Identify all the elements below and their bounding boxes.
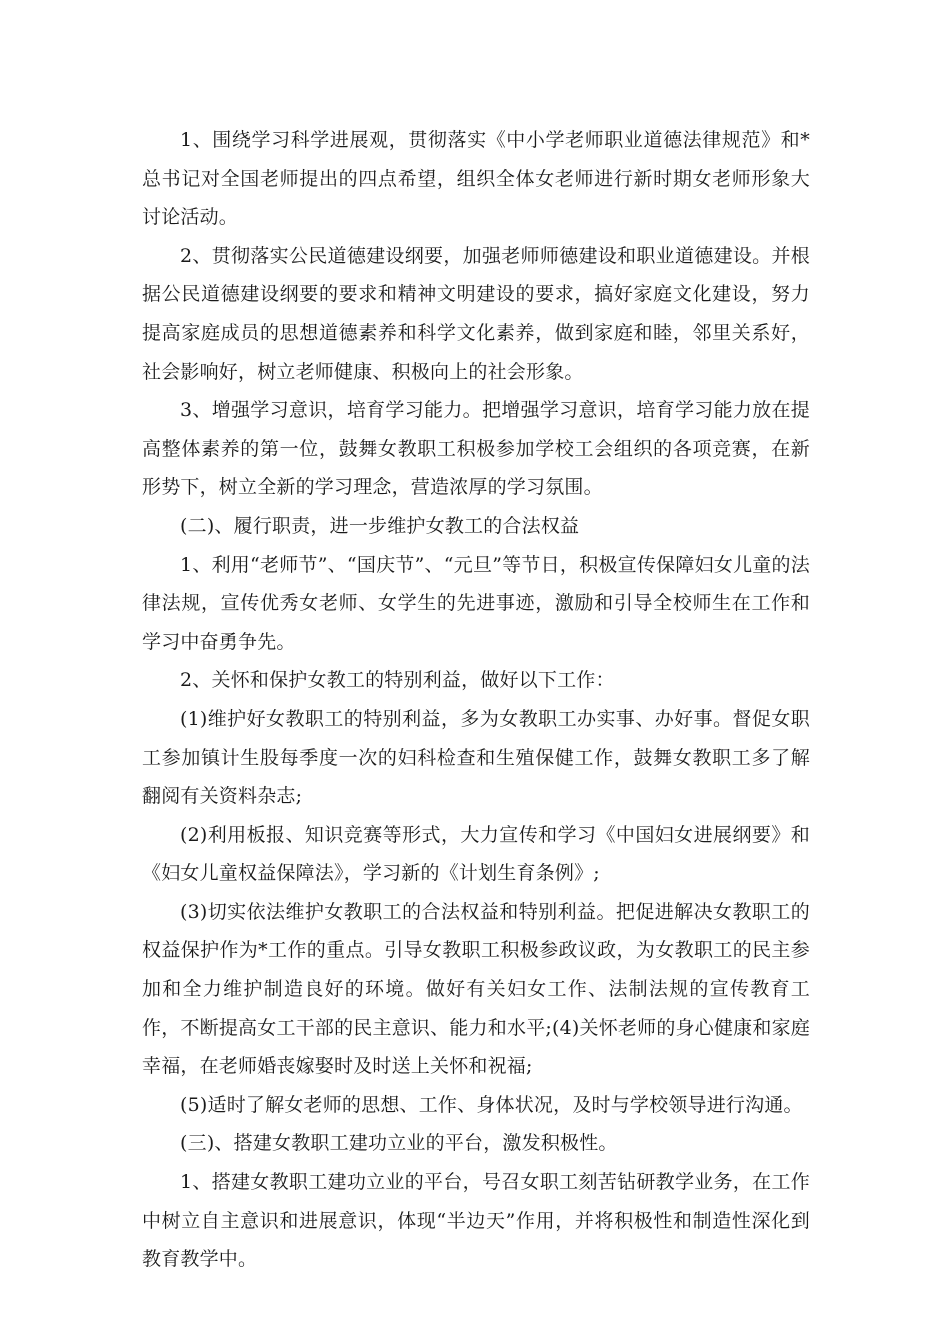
paragraph-7: (2)利用板报、知识竞赛等形式，大力宣传和学习《中国妇女进展纲要》和《妇女儿童权益保障法》，学习新的《计划生育条例》; (142, 823, 810, 885)
section-heading-3: (三)、搭建女教职工建功立业的平台，激发积极性。 (180, 1132, 618, 1155)
paragraph-4: 1、利用“老师节”、“国庆节”、“元旦”等节日，积极宣传保障妇女儿童的法律法规，宣传优秀女老师、女学生的先进事迹，激励和引导全校师生在工作和学习中奋勇争先。 (142, 553, 810, 653)
paragraph-8: (3)切实依法维护女教职工的合法权益和特别利益。把促进解决女教职工的权益保护作为*工作的重点。引导女教职工积极参政议政，为女教职工的民主参加和全力维护制造良好的环境。做好有关妇女工作、法制法规的宣传教育工作，不断提高女工干部的民主意识、能力和水平;(4)关怀老师的身心健康和家庭幸福，在老师婚丧嫁娶时及时送上关怀和祝福; (142, 900, 810, 1078)
paragraph-2: 2、贯彻落实公民道德建设纲要，加强老师师德建设和职业道德建设。并根据公民道德建设纲要的要求和精神文明建设的要求，搞好家庭文化建设，努力提高家庭成员的思想道德素养和科学文化素养，做到家庭和睦，邻里关系好，社会影响好，树立老师健康、积极向上的社会形象。 (142, 244, 810, 383)
paragraph-1: 1、围绕学习科学进展观，贯彻落实《中小学老师职业道德法律规范》和*总书记对全国老师提出的四点希望，组织全体女老师进行新时期女老师形象大讨论活动。 (142, 129, 810, 229)
document-body (142, 121, 810, 1279)
section-heading-2: (二)、履行职责，进一步维护女教工的合法权益 (180, 514, 580, 537)
paragraph-3: 3、增强学习意识，培育学习能力。把增强学习意识，培育学习能力放在提高整体素养的第一位，鼓舞女教职工积极参加学校工会组织的各项竞赛，在新形势下，树立全新的学习理念，营造浓厚的学习氛围。 (142, 399, 810, 499)
paragraph-10: 1、搭建女教职工建功立业的平台，号召女职工刻苦钻研教学业务，在工作中树立自主意识和进展意识，体现“半边天”作用，并将积极性和制造性深化到教育教学中。 (142, 1171, 810, 1271)
paragraph-6: (1)维护好女教职工的特别利益，多为女教职工办实事、办好事。督促女职工参加镇计生股每季度一次的妇科检查和生殖保健工作，鼓舞女教职工多了解翻阅有关资料杂志; (142, 707, 810, 808)
paragraph-5: 2、关怀和保护女教工的特别利益，做好以下工作： (180, 669, 615, 692)
paragraph-9: (5)适时了解女老师的思想、工作、身体状况，及时与学校领导进行沟通。 (180, 1093, 803, 1116)
